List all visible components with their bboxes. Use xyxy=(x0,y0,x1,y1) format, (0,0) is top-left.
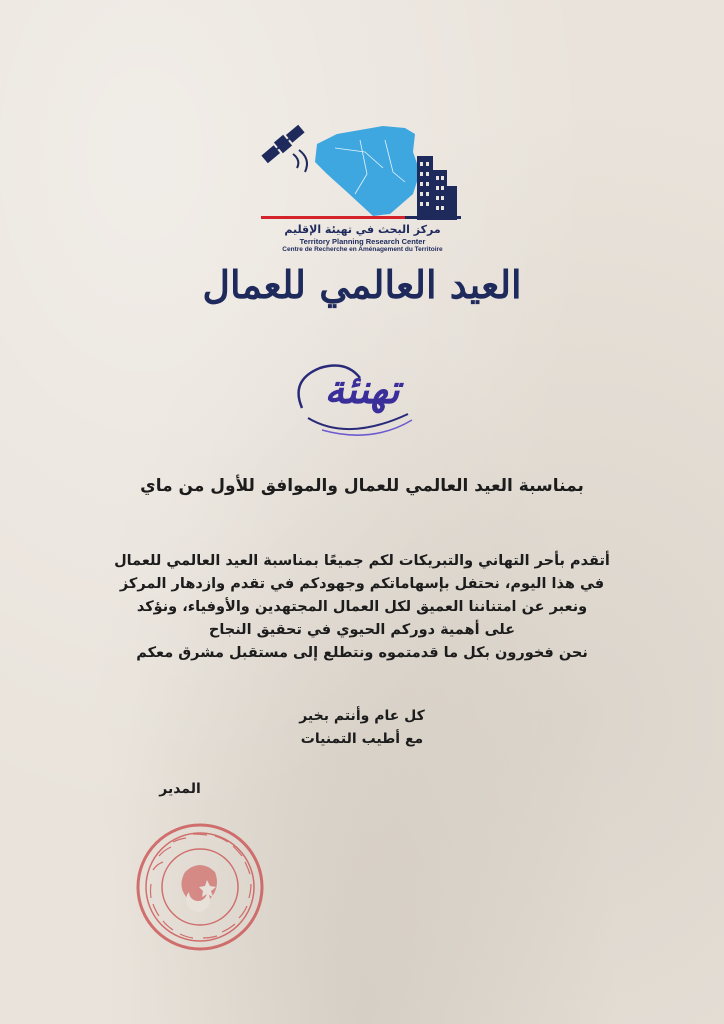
message-line: ونعبر عن امتناننا العميق لكل العمال المجتهدين والأوفياء، ونؤكد xyxy=(136,599,588,615)
satellite-icon xyxy=(260,123,306,165)
logo-name-english: Territory Planning Research Center xyxy=(299,237,426,246)
message-line: أتقدم بأحر التهاني والتبريكات لكم جميعًا بمناسبة العيد العالمي للعمال xyxy=(114,553,610,569)
page-title: العيد العالمي للعمال xyxy=(202,262,522,307)
message-body xyxy=(60,550,664,665)
logo-graphic xyxy=(255,112,470,222)
official-stamp xyxy=(133,820,268,955)
stamp-seal-icon xyxy=(133,820,268,955)
occasion-subtitle: بمناسبة العيد العالمي للعمال والموافق للأول من ماي xyxy=(140,476,584,496)
signature-role: المدير xyxy=(159,781,201,797)
closing-wishes xyxy=(0,705,724,751)
message-line: نحن فخورون بكل ما قدمتموه ونتطلع إلى مستقبل مشرق معكم xyxy=(136,645,588,661)
algeria-map-icon xyxy=(315,126,420,216)
building-icon xyxy=(417,156,457,220)
message-line: على أهمية دوركم الحيوي في تحقيق النجاح xyxy=(208,622,516,638)
logo-name-arabic: مركز البحث في تهيئة الإقليم xyxy=(284,223,441,236)
greeting-word: تهنئة xyxy=(324,366,400,413)
center-logo xyxy=(255,112,470,262)
greeting-calligraphy xyxy=(262,348,462,448)
logo-name-french: Centre de Recherche en Aménagement du Territoire xyxy=(282,246,443,253)
closing-line-1: كل عام وأنتم بخير xyxy=(299,708,425,724)
message-line: في هذا اليوم، نحتفل بإسهاماتكم وجهودكم في تقدم وازدهار المركز xyxy=(119,576,605,592)
closing-line-2: مع أطيب التمنيات xyxy=(300,731,424,747)
